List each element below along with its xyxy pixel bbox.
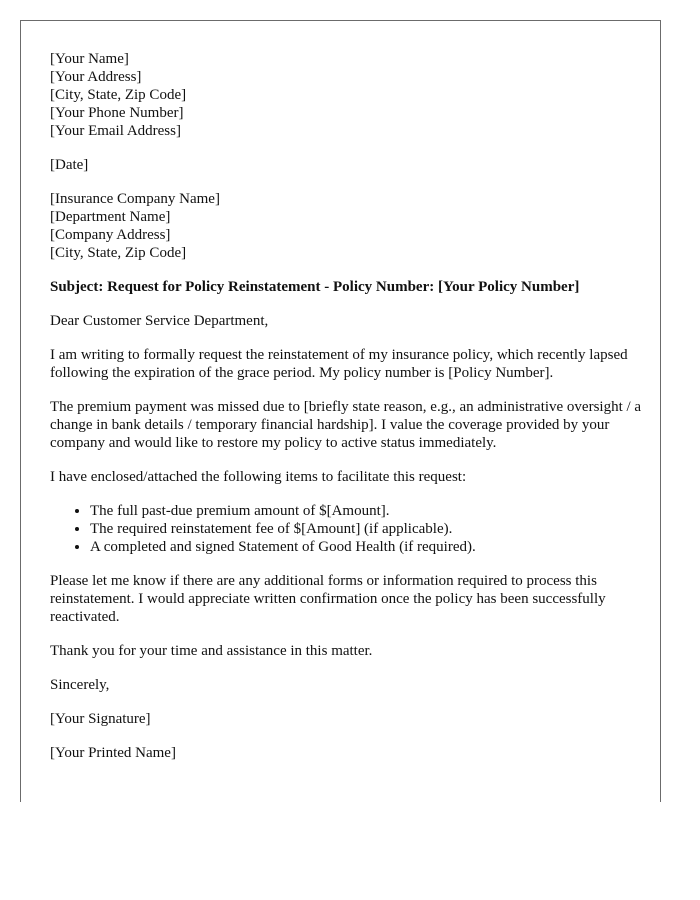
letter-body xyxy=(50,50,650,778)
salutation: Dear Customer Service Department, xyxy=(50,313,269,329)
letter-page xyxy=(20,20,661,802)
recipient-address: [Company Address] xyxy=(50,227,171,243)
recipient-block xyxy=(50,190,650,262)
date-block xyxy=(50,156,650,174)
signature: [Your Signature] xyxy=(50,711,151,727)
sender-phone: [Your Phone Number] xyxy=(50,105,184,121)
letter-date: [Date] xyxy=(50,157,89,173)
enclosure-list xyxy=(50,502,650,556)
recipient-department: [Department Name] xyxy=(50,209,171,225)
body-paragraph-enclosures-lead: I have enclosed/attached the following items to facilitate this request: xyxy=(50,469,467,485)
subject-line: Subject: Request for Policy Reinstatement - Policy Number: [Your Policy Number] xyxy=(50,279,580,295)
enclosure-item: • A completed and signed Statement of Good Health (if required). xyxy=(90,538,650,556)
enclosure-item: • The required reinstatement fee of $[Amount] (if applicable). xyxy=(90,520,650,538)
sender-name: [Your Name] xyxy=(50,51,129,67)
body-paragraph-reason: The premium payment was missed due to [briefly state reason, e.g., an administrative oversight / a change in bank details / temporary financial hardship]. I value the coverage provided by your company and would like to restore my policy to active status immediately. xyxy=(50,399,642,451)
enclosure-item: • The full past-due premium amount of $[Amount]. xyxy=(90,502,650,520)
recipient-company: [Insurance Company Name] xyxy=(50,191,220,207)
sender-city-state-zip: [City, State, Zip Code] xyxy=(50,87,187,103)
body-paragraph-request: Please let me know if there are any additional forms or information required to process this reinstatement. I would appreciate written confirmation once the policy has been successfully reactivated. xyxy=(50,573,606,625)
recipient-city-state-zip: [City, State, Zip Code] xyxy=(50,245,187,261)
sender-block xyxy=(50,50,650,140)
body-paragraph-intro: I am writing to formally request the reinstatement of my insurance policy, which recently lapsed following the expiration of the grace period. My policy number is [Policy Number]. xyxy=(50,347,628,381)
sender-email: [Your Email Address] xyxy=(50,123,181,139)
sender-address: [Your Address] xyxy=(50,69,142,85)
printed-name: [Your Printed Name] xyxy=(50,745,176,761)
body-paragraph-thanks: Thank you for your time and assistance in this matter. xyxy=(50,643,373,659)
signoff: Sincerely, xyxy=(50,677,110,693)
